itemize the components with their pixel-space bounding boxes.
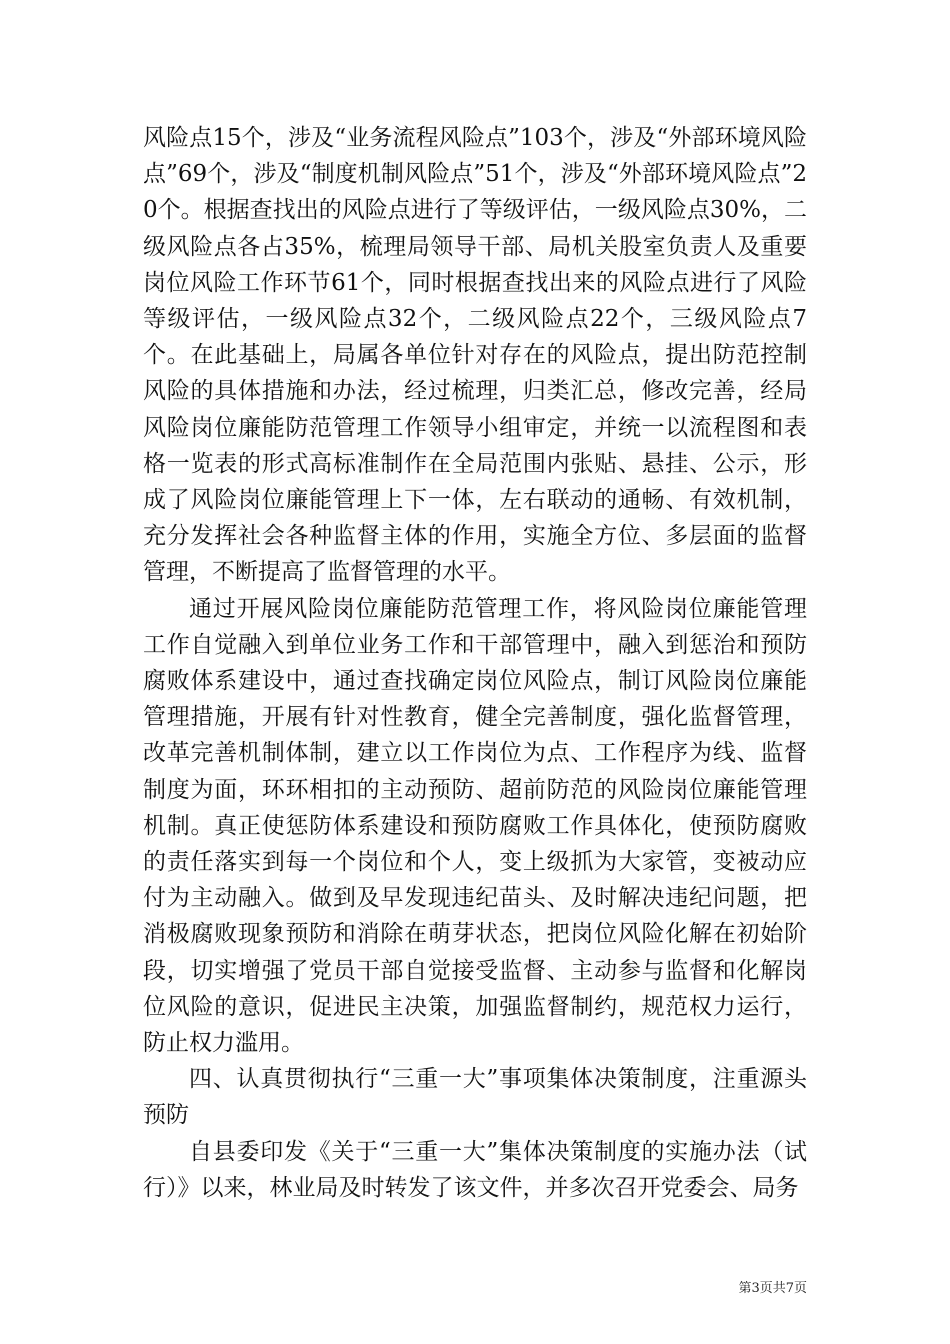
- page-number: 第3页共7页: [738, 1281, 807, 1296]
- document-body: [143, 120, 807, 1206]
- paragraph-risk-points: 风险点15个，涉及“业务流程风险点”103个，涉及“外部环境风险点”69个，涉及“制度机制风险点”51个，涉及“外部环境风险点”20个。根据查找出的风险点进行了等级评估，一级风险点30%，二级风险点各占35%，梳理局领导干部、局机关股室负责人及重要岗位风险工作环节61个，同时根据查找出来的风险点进行了风险等级评估，一级风险点32个，二级风险点22个，三级风险点7个。在此基础上，局属各单位针对存在的风险点，提出防范控制风险的具体措施和办法，经过梳理，归类汇总，修改完善，经局风险岗位廉能防范管理工作领导小组审定，并统一以流程图和表格一览表的形式高标准制作在全局范围内张贴、悬挂、公示，形成了风险岗位廉能管理上下一体，左右联动的通畅、有效机制，充分发挥社会各种监督主体的作用，实施全方位、多层面的监督管理，不断提高了监督管理的水平。: [143, 125, 807, 586]
- paragraph-collective-decision: 自县委印发《关于“三重一大”集体决策制度的实施办法（试行）》以来，林业局及时转发了该文件，并多次召开党委会、局务: [143, 1138, 807, 1201]
- paragraph-risk-management: 通过开展风险岗位廉能防范管理工作，将风险岗位廉能管理工作自觉融入到单位业务工作和干部管理中，融入到惩治和预防腐败体系建设中，通过查找确定岗位风险点，制订风险岗位廉能管理措施，开展有针对性教育，健全完善制度，强化监督管理，改革完善机制体制，建立以工作岗位为点、工作程序为线、监督制度为面，环环相扣的主动预防、超前防范的风险岗位廉能管理机制。真正使惩防体系建设和预防腐败工作具体化，使预防腐败的责任落实到每一个岗位和个人，变上级抓为大家管，变被动应付为主动融入。做到及早发现违纪苗头、及时解决违纪问题，把消极腐败现象预防和消除在萌芽状态，把岗位风险化解在初始阶段，切实增强了党员干部自觉接受监督、主动参与监督和化解岗位风险的意识，促进民主决策，加强监督制约，规范权力运行，防止权力滥用。: [143, 595, 807, 1057]
- section-heading-four: 四、认真贯彻执行“三重一大”事项集体决策制度，注重源头预防: [143, 1066, 807, 1129]
